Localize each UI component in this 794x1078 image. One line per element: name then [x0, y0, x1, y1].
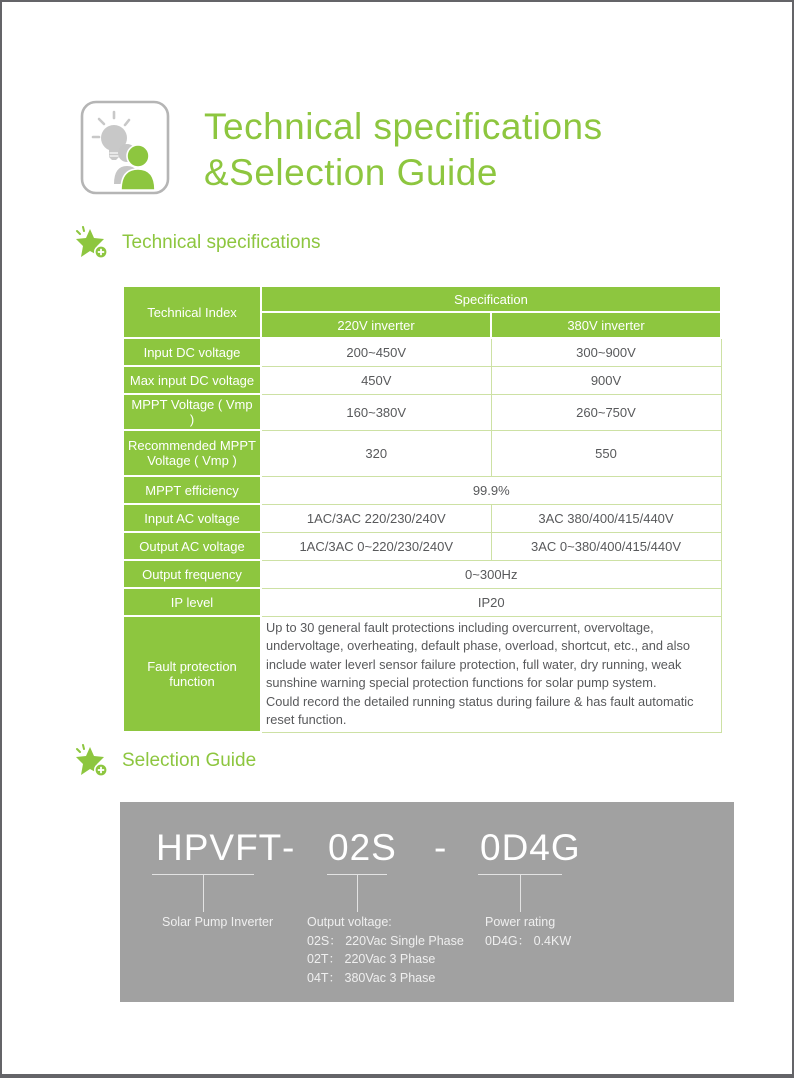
model-separator: -	[282, 827, 296, 868]
cell-380: 300~900V	[491, 338, 721, 366]
star-plus-icon	[72, 744, 110, 778]
table-row	[123, 616, 721, 732]
table-row	[123, 504, 721, 532]
section-heading-technical-specifications: Technical specifications	[122, 232, 321, 253]
header-220v-inverter: 220V inverter	[261, 312, 491, 338]
output-voltage-item: 02S： 220Vac Single Phase	[307, 933, 464, 948]
table-row	[123, 588, 721, 616]
table-row	[123, 560, 721, 588]
section-technical-specifications	[72, 226, 321, 260]
row-label: Fault protection function	[123, 616, 261, 732]
fault-protection-cell	[261, 616, 721, 732]
row-label: Max input DC voltage	[123, 366, 261, 394]
cell-220: 1AC/3AC 220/230/240V	[261, 504, 491, 532]
series-label: Solar Pump Inverter	[162, 915, 274, 929]
cell-span: 0~300Hz	[261, 560, 721, 588]
row-label: Recommended MPPT Voltage ( Vmp )	[123, 430, 261, 476]
row-label: Output frequency	[123, 560, 261, 588]
cell-380: 3AC 380/400/415/440V	[491, 504, 721, 532]
section-selection-guide	[72, 744, 256, 778]
table-row	[123, 394, 721, 430]
cell-220: 450V	[261, 366, 491, 394]
dropline-power	[520, 874, 521, 912]
cell-220: 1AC/3AC 0~220/230/240V	[261, 532, 491, 560]
series-description	[162, 913, 273, 932]
power-rating-item: 0D4G： 0.4KW	[485, 933, 572, 948]
cell-380: 900V	[491, 366, 721, 394]
model-number-box	[120, 802, 734, 1002]
dropline-voltage	[357, 874, 358, 912]
cell-span: IP20	[261, 588, 721, 616]
output-voltage-legend	[307, 913, 464, 987]
star-plus-icon	[72, 226, 110, 260]
row-label: MPPT efficiency	[123, 476, 261, 504]
cell-380: 260~750V	[491, 394, 721, 430]
power-rating-title: Power rating	[485, 915, 556, 929]
page-title	[204, 104, 603, 196]
fault-paragraph-1: Up to 30 general fault protections including overcurrent, overvoltage, undervoltage, overheating, default phase, overload, shortcut, etc., and also include water leverl sensor failure protection, full water, dry running, weak sunshine warning special protection functions for solar pump system.	[266, 619, 690, 690]
row-label: MPPT Voltage ( Vmp )	[123, 394, 261, 430]
row-label: IP level	[123, 588, 261, 616]
output-voltage-title: Output voltage:	[307, 915, 392, 929]
output-voltage-item: 04T： 380Vac 3 Phase	[307, 970, 436, 985]
header-380v-inverter: 380V inverter	[491, 312, 721, 338]
row-label: Output AC voltage	[123, 532, 261, 560]
power-rating-legend	[485, 913, 571, 950]
model-segment-power: 0D4G	[480, 827, 581, 868]
cell-380: 3AC 0~380/400/415/440V	[491, 532, 721, 560]
table-row	[123, 338, 721, 366]
model-separator: -	[434, 827, 448, 868]
output-voltage-item: 02T： 220Vac 3 Phase	[307, 952, 436, 966]
page-title-line1: Technical specifications	[204, 106, 603, 147]
dropline-series	[203, 874, 204, 912]
cell-span: 99.9%	[261, 476, 721, 504]
model-segment-voltage: 02S	[328, 827, 397, 868]
specifications-table	[122, 285, 722, 733]
table-row	[123, 430, 721, 476]
row-label: Input DC voltage	[123, 338, 261, 366]
row-label: Input AC voltage	[123, 504, 261, 532]
section-heading-selection-guide: Selection Guide	[122, 750, 257, 771]
table-row	[123, 476, 721, 504]
page-title-line2: &Selection Guide	[204, 152, 498, 193]
lightbulb-person-icon	[80, 100, 170, 195]
header-specification: Specification	[261, 286, 721, 312]
cell-380: 550	[491, 430, 721, 476]
header-technical-index: Technical Index	[123, 286, 261, 338]
cell-220: 320	[261, 430, 491, 476]
cell-220: 160~380V	[261, 394, 491, 430]
fault-paragraph-2: Could record the detailed running status during failure & has fault automatic reset function.	[266, 693, 694, 727]
table-row	[123, 366, 721, 394]
cell-220: 200~450V	[261, 338, 491, 366]
table-row	[123, 532, 721, 560]
model-segment-series: HPVFT	[156, 827, 283, 868]
